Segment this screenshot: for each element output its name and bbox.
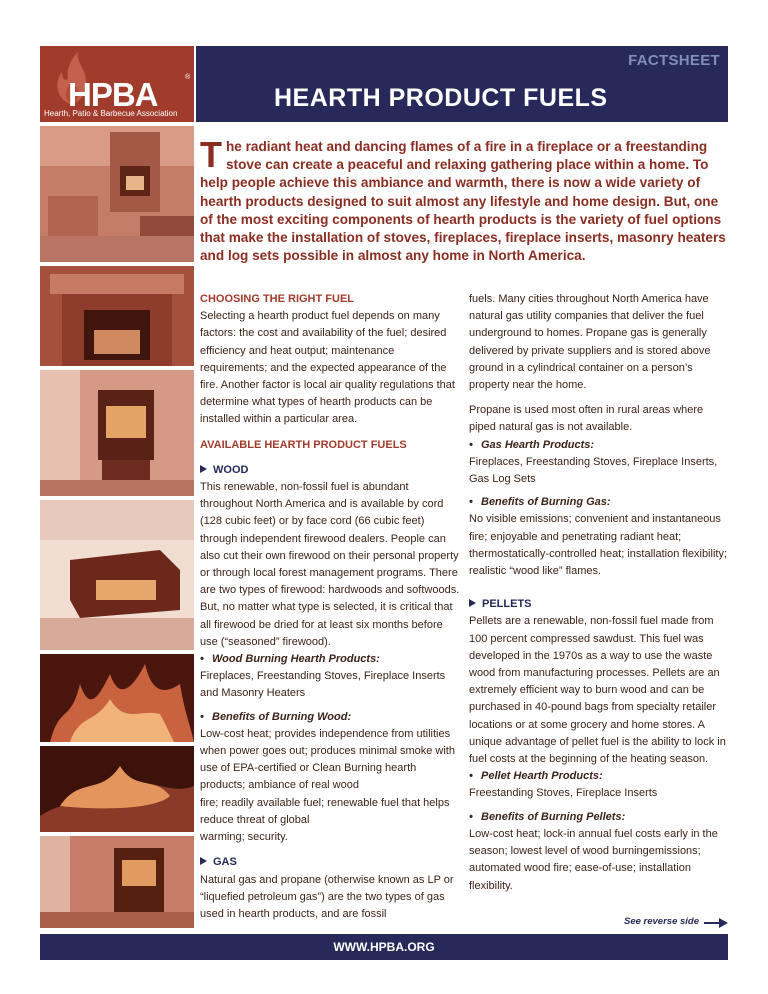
freestanding-stove-photo	[40, 370, 194, 496]
heading-available-fuels: AVAILABLE HEARTH PRODUCT FUELS	[200, 438, 407, 451]
gas-text: Natural gas and propane (otherwise known as LP or “liquefied petroleum gas”) are the two types of gas used in hearth products, and are fossil	[200, 873, 454, 920]
pellet-benefits-text: Low-cost heat; lock-in annual fuel costs early in the season; lowest level of wood burningemissions; automated wood fire; ease-of-use; installation flexibility.	[469, 827, 718, 892]
wood-benefits-text-2: products; ambiance of real wood	[200, 779, 359, 792]
heading-gas: GAS	[200, 854, 462, 871]
intro-paragraph	[200, 134, 728, 265]
pellet-benefits-heading: • Benefits of Burning Pellets:	[469, 809, 731, 826]
arrow-right-icon	[704, 917, 728, 929]
tiled-fireplace-photo	[40, 266, 194, 366]
footer-bar	[40, 934, 728, 960]
header-bar	[196, 46, 728, 122]
gas-benefits-text: No visible emissions; convenient and instantaneous fire; enjoyable and penetrating radiant heat; thermostatically-controlled heat; installation flexibility; realistic “wood like” flames.	[469, 513, 728, 578]
factsheet-label: FACTSHEET	[628, 52, 720, 69]
logo-wordmark: HPBA	[68, 76, 158, 113]
wood-text: This renewable, non-fossil fuel is abundant throughout North America and is available by cord (128 cubic feet) or by face cord (66 cubic feet) through independent firewood dealers. People can also cut their own firewood on their personal property or through local forest management programs. There are two types of firewood: hardwoods and softwoods. But, no matter what type is selected, it is critical that all firewood be dried for at least six months before use (“seasoned” firewood).	[200, 481, 460, 648]
triangle-bullet-icon	[469, 599, 476, 607]
gas-products-heading: • Gas Hearth Products:	[469, 437, 731, 454]
wood-products-text: Fireplaces, Freestanding Stoves, Fireplace Inserts and Masonry Heaters	[200, 670, 446, 700]
triangle-bullet-icon	[200, 465, 207, 473]
choosing-fuel-text: Selecting a hearth product fuel depends on many factors: the cost and availability of the fuel; desired efficiency and heat output; maintenance requirements; and the expected appearance of the fire. Another factor is local air quality regulations that determine what types of hearth products can be installed within a particular area.	[200, 310, 455, 426]
website-link[interactable]: WWW.HPBA.ORG	[333, 940, 435, 954]
hpba-logo	[40, 46, 194, 122]
heading-pellets: PELLETS	[469, 596, 731, 613]
gas-benefits-heading: • Benefits of Burning Gas:	[469, 494, 731, 511]
log-set-photo	[40, 746, 194, 832]
drop-cap: T	[200, 134, 222, 175]
pellets-text: Pellets are a renewable, non-fossil fuel made from 100 percent compressed sawdust. This fuel was developed in the 1970s as a way to use the waste wood from manufacturing processes. Pellets are an extremely efficient way to burn wood and can be purchased in 40-pound bags from specialty retailer locations or at some grocery and home stores. A unique advantage of pellet fuel is the ability to lock in fuel costs at the beginning of the heating season.	[469, 615, 726, 766]
heading-wood: WOOD	[200, 462, 462, 479]
intro-text: he radiant heat and dancing flames of a fire in a fireplace or a freestanding stove can create a peaceful and relaxing gathering place within a home. To help people achieve this ambiance and warmth, there is now a wide variety of hearth products designed to suit almost any lifestyle and home design. But, one of the most exciting components of hearth products is the variety of fuel options that make the installation of stoves, fireplaces, fireplace inserts, masonry heaters and log sets possible in almost any home in North America.	[200, 139, 726, 264]
fire-flames-photo	[40, 654, 194, 742]
wood-benefits-text: Low-cost heat; provides independence from utilities when power goes out; produces minimal smoke with use of EPA-certified or Clean Burning hearth	[200, 727, 455, 775]
wood-products-heading: • Wood Burning Hearth Products:	[200, 651, 462, 668]
wood-benefits-text-4: warming; security.	[200, 831, 288, 844]
gas-continued-text: fuels. Many cities throughout North America have natural gas utility companies that deliver the fuel underground to homes. Propane gas is generally delivered by private suppliers and is stored above ground in a cylindrical container on a person’s property near the home.	[469, 293, 711, 392]
wood-benefits-text-3: fire; readily available fuel; renewable fuel that helps reduce threat of global	[200, 796, 450, 826]
pellet-products-heading: • Pellet Hearth Products:	[469, 768, 731, 785]
right-column	[469, 291, 731, 895]
fireplace-room-photo	[40, 126, 194, 262]
page-title: HEARTH PRODUCT FUELS	[274, 84, 608, 112]
registered-mark: ®	[185, 74, 191, 81]
wood-benefits-heading: • Benefits of Burning Wood:	[200, 709, 462, 726]
left-column	[200, 291, 462, 923]
propane-text: Propane is used most often in rural areas where piped natural gas is not available.	[469, 404, 704, 434]
glass-fireplace-photo	[40, 500, 194, 650]
photo-column	[40, 126, 194, 928]
triangle-bullet-icon	[200, 857, 207, 865]
stove-room-photo	[40, 836, 194, 928]
heading-choosing-fuel: CHOOSING THE RIGHT FUEL	[200, 293, 354, 305]
gas-products-text: Fireplaces, Freestanding Stoves, Fireplace Inserts, Gas Log Sets	[469, 455, 718, 486]
see-reverse-link[interactable]: See reverse side	[624, 916, 700, 927]
logo-subtitle: Hearth, Patio & Barbecue Association	[44, 109, 178, 118]
pellet-products-text: Freestanding Stoves, Fireplace Inserts	[469, 787, 658, 800]
